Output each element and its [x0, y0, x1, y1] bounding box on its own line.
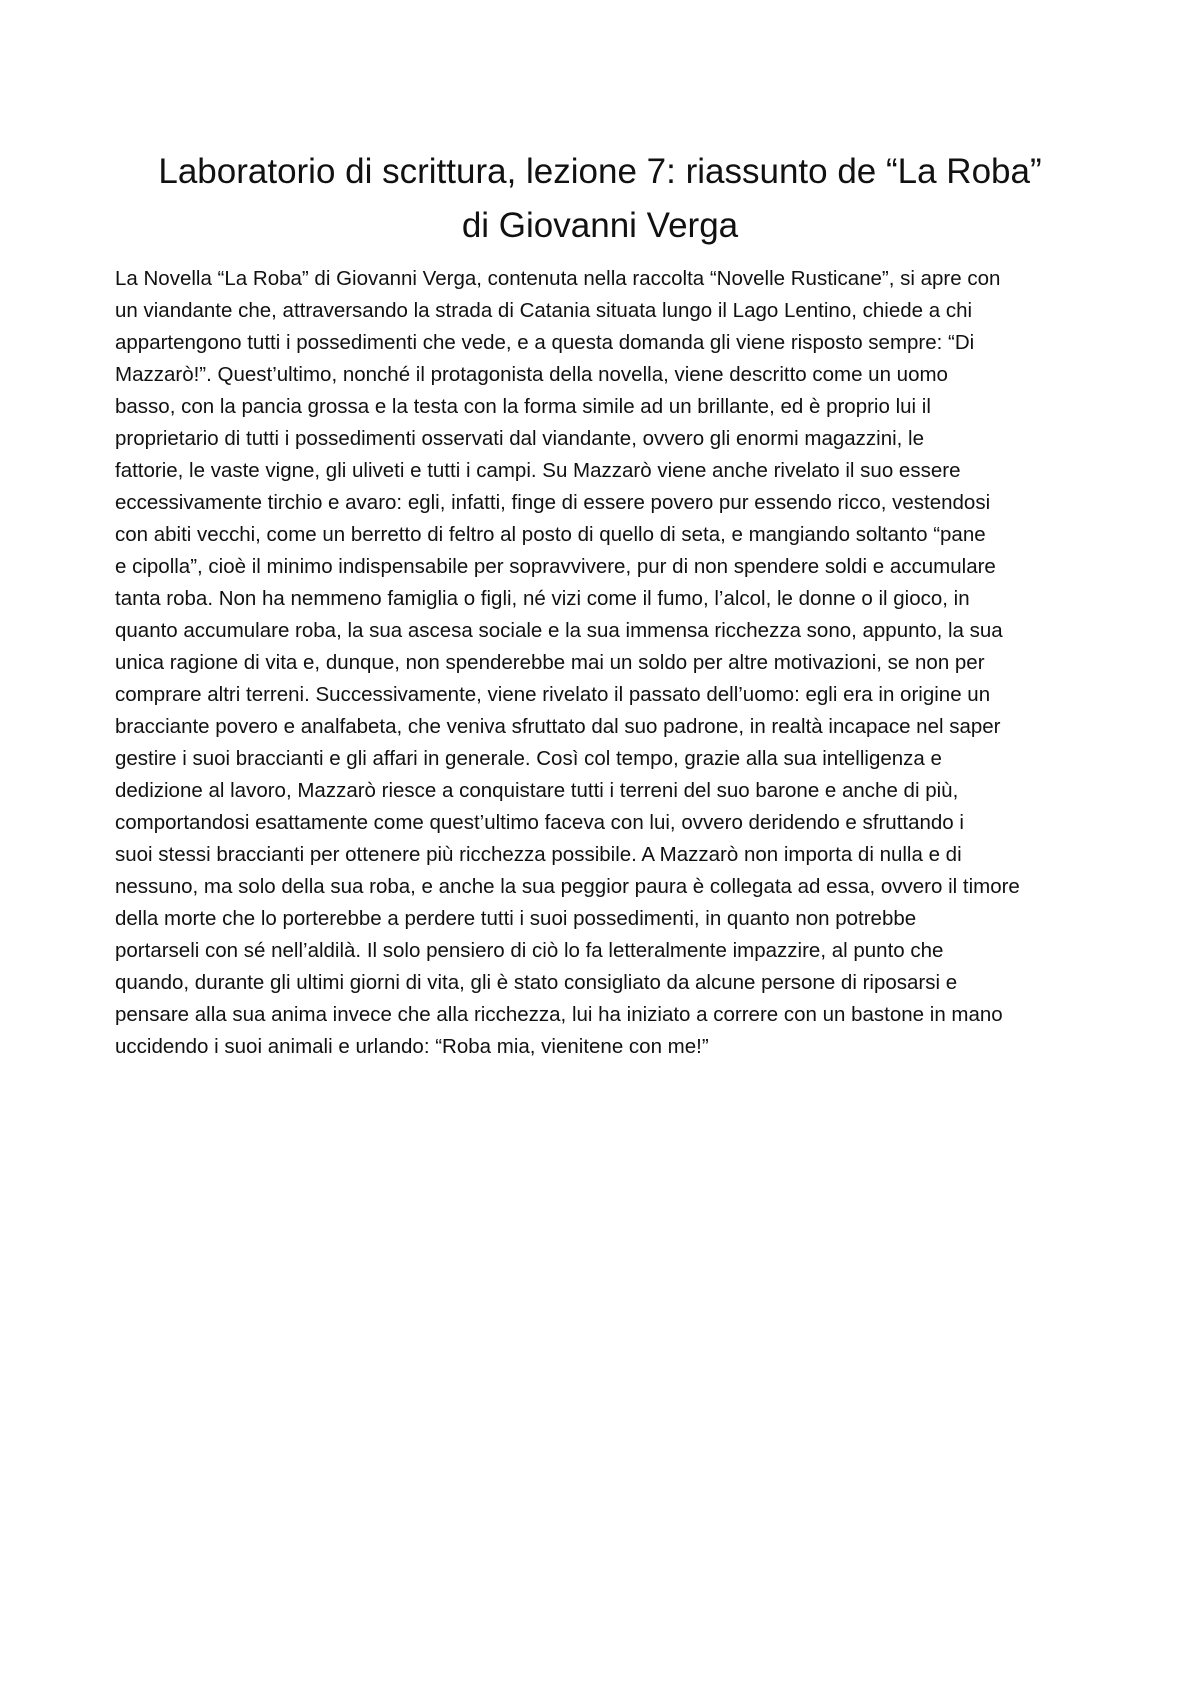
- paragraph-line: pensare alla sua anima invece che alla ricchezza, lui ha iniziato a correre con un bastone in mano: [115, 1003, 1003, 1026]
- paragraph-line: uccidendo i suoi animali e urlando: “Roba mia, vienitene con me!”: [115, 1035, 709, 1058]
- paragraph-line: quando, durante gli ultimi giorni di vita, gli è stato consigliato da alcune persone di riposarsi e: [115, 971, 958, 994]
- paragraph-line: suoi stessi braccianti per ottenere più ricchezza possibile. A Mazzarò non importa di nulla e di: [115, 843, 962, 866]
- paragraph-line: nessuno, ma solo della sua roba, e anche la sua peggior paura è collegata ad essa, ovvero il timore: [115, 875, 1020, 898]
- paragraph-line: tanta roba. Non ha nemmeno famiglia o figli, né vizi come il fumo, l’alcol, le donne o il gioco, in: [115, 587, 970, 610]
- summary-paragraph: [115, 263, 1100, 1063]
- paragraph-line: unica ragione di vita e, dunque, non spenderebbe mai un soldo per altre motivazioni, se non per: [115, 651, 985, 674]
- paragraph-line: comportandosi esattamente come quest’ultimo faceva con lui, ovvero deridendo e sfruttando i: [115, 811, 964, 834]
- paragraph-line: fattorie, le vaste vigne, gli uliveti e tutti i campi. Su Mazzarò viene anche rivelato il suo essere: [115, 459, 961, 482]
- title-line: Laboratorio di scrittura, lezione 7: riassunto de “La Roba”: [158, 152, 1042, 191]
- paragraph-line: della morte che lo porterebbe a perdere tutti i suoi possedimenti, in quanto non potrebbe: [115, 907, 917, 930]
- paragraph-line: comprare altri terreni. Successivamente, viene rivelato il passato dell’uomo: egli era in origine un: [115, 683, 991, 706]
- paragraph-line: basso, con la pancia grossa e la testa con la forma simile ad un brillante, ed è proprio lui il: [115, 395, 931, 418]
- paragraph-line: e cipolla”, cioè il minimo indispensabile per sopravvivere, pur di non spendere soldi e accumulare: [115, 555, 996, 578]
- paragraph-line: dedizione al lavoro, Mazzarò riesce a conquistare tutti i terreni del suo barone e anche di più,: [115, 779, 959, 802]
- paragraph-line: La Novella “La Roba” di Giovanni Verga, contenuta nella raccolta “Novelle Rusticane”, si apre con: [115, 267, 1001, 290]
- paragraph-line: proprietario di tutti i possedimenti osservati dal viandante, ovvero gli enormi magazzini, le: [115, 427, 925, 450]
- paragraph-line: un viandante che, attraversando la strada di Catania situata lungo il Lago Lentino, chiede a chi: [115, 299, 973, 322]
- paragraph-line: portarseli con sé nell’aldilà. Il solo pensiero di ciò lo fa letteralmente impazzire, al punto che: [115, 939, 944, 962]
- paragraph-line: con abiti vecchi, come un berretto di feltro al posto di quello di seta, e mangiando soltanto “pane: [115, 523, 986, 546]
- document-title: [100, 145, 1100, 253]
- paragraph-line: appartengono tutti i possedimenti che vede, e a questa domanda gli viene risposto sempre: “Di: [115, 331, 975, 354]
- title-line: di Giovanni Verga: [461, 206, 739, 245]
- paragraph-line: Mazzarò!”. Quest’ultimo, nonché il protagonista della novella, viene descritto come un uomo: [115, 363, 948, 386]
- paragraph-line: eccessivamente tirchio e avaro: egli, infatti, finge di essere povero pur essendo ricco, vestendosi: [115, 491, 991, 514]
- paragraph-line: gestire i suoi braccianti e gli affari in generale. Così col tempo, grazie alla sua intelligenza e: [115, 747, 942, 770]
- paragraph-line: quanto accumulare roba, la sua ascesa sociale e la sua immensa ricchezza sono, appunto, la sua: [115, 619, 1003, 642]
- paragraph-line: bracciante povero e analfabeta, che veniva sfruttato dal suo padrone, in realtà incapace nel saper: [115, 715, 1001, 738]
